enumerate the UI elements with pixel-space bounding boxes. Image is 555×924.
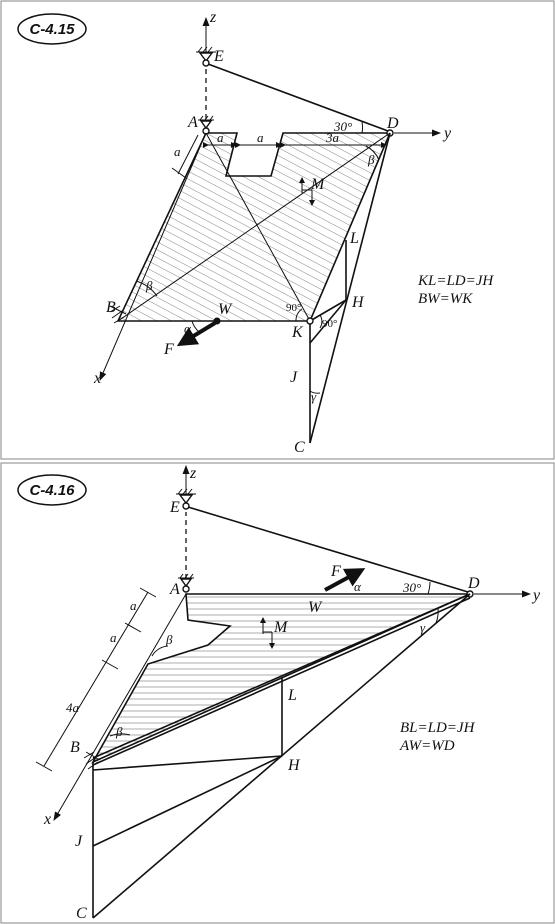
y-label: y xyxy=(533,587,541,604)
dim-4a-label: 4a xyxy=(66,700,79,715)
dim-3a-label: 3a xyxy=(326,130,339,145)
angle-90-1: 90° xyxy=(286,302,302,314)
dim-a-1-label: a xyxy=(217,130,224,145)
panel-c-4-15 xyxy=(1,1,554,459)
gamma: γ xyxy=(420,620,426,635)
panel-frame xyxy=(1,463,554,923)
x-label: x xyxy=(94,370,102,387)
note-2: BW=WK xyxy=(418,291,473,307)
label-e: E xyxy=(170,499,180,516)
label-d: D xyxy=(468,575,480,592)
label-d: D xyxy=(387,115,399,132)
angle-30: 30° xyxy=(334,119,353,134)
dim-a-2-label: a xyxy=(110,630,117,645)
label-e: E xyxy=(214,48,224,65)
label-l: L xyxy=(350,230,359,247)
beta-1: β xyxy=(146,278,153,293)
dim-a-1-label: a xyxy=(130,598,137,613)
panel-title: C-4.16 xyxy=(29,482,75,499)
label-f: F xyxy=(331,563,341,580)
alpha: α xyxy=(184,321,191,336)
z-label: z xyxy=(210,9,217,26)
note-1: KL=LD=JH xyxy=(418,273,494,289)
beta-1: β xyxy=(166,632,173,647)
x-label: x xyxy=(44,811,52,828)
label-j: J xyxy=(290,369,298,386)
label-f: F xyxy=(164,341,174,358)
dim-a-2-label: a xyxy=(257,130,264,145)
label-c: C xyxy=(76,905,87,922)
beta-2: β xyxy=(368,152,375,167)
label-b: B xyxy=(70,739,80,756)
angle-30: 30° xyxy=(403,580,422,595)
panel-c-4-16 xyxy=(1,463,554,923)
label-j: J xyxy=(75,833,83,850)
dim-a-side-label: a xyxy=(174,144,181,159)
label-w: W xyxy=(218,301,232,318)
alpha: α xyxy=(354,579,361,594)
label-w: W xyxy=(308,599,322,616)
angle-30-arc xyxy=(362,122,363,133)
gamma: γ xyxy=(311,389,317,404)
label-h: H xyxy=(352,294,364,311)
label-a: A xyxy=(188,114,198,131)
label-a: A xyxy=(170,581,180,598)
label-l: L xyxy=(288,687,297,704)
label-m: M xyxy=(311,176,325,193)
angle-90-2: 90° xyxy=(322,318,338,330)
z-label: z xyxy=(190,465,197,482)
beta-2: β xyxy=(116,724,123,739)
label-b: B xyxy=(106,299,116,316)
y-label: y xyxy=(444,125,452,142)
pin-k xyxy=(307,318,313,324)
note-1: BL=LD=JH xyxy=(400,720,475,736)
label-m: M xyxy=(274,619,288,636)
label-c: C xyxy=(294,439,305,456)
note-2: AW=WD xyxy=(400,738,455,754)
label-k: K xyxy=(292,324,303,341)
label-h: H xyxy=(288,757,300,774)
panel-title: C-4.15 xyxy=(29,21,75,38)
